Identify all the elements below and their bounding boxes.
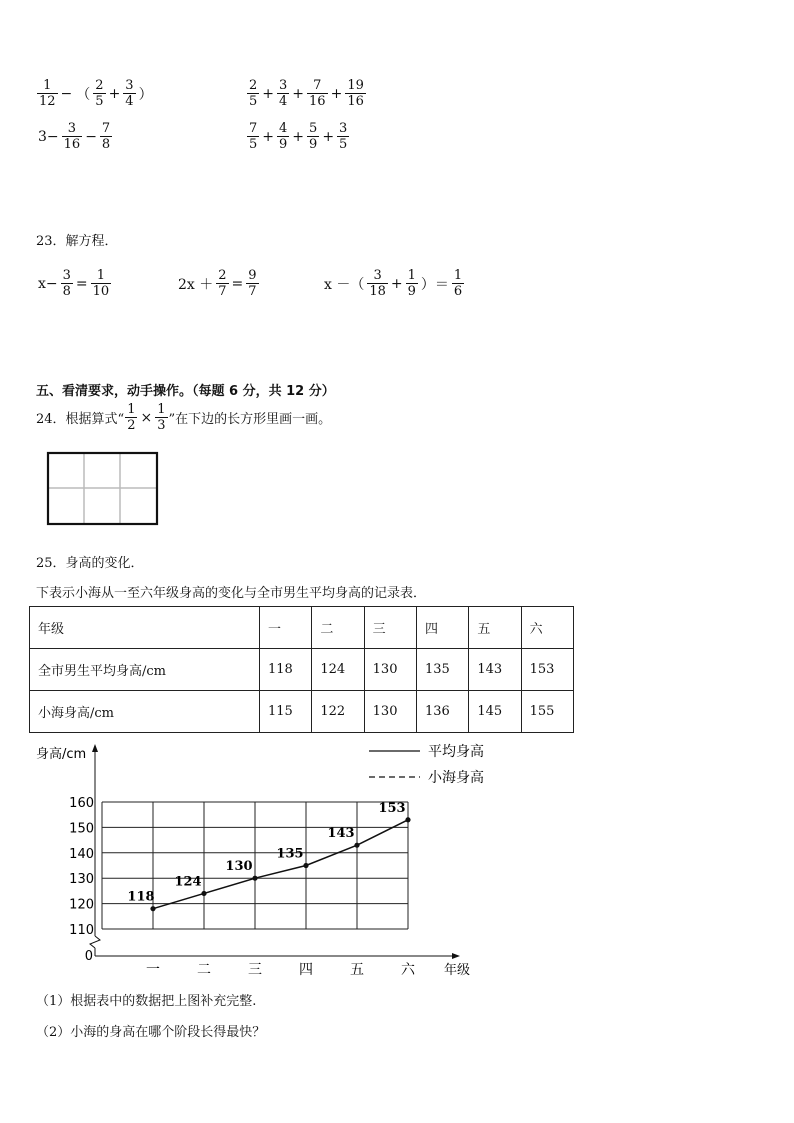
q23-eq1: x− $\frac{3}{8}$ = $\frac{1}{10}$ <box>38 268 110 299</box>
x-tick-label: 五 <box>350 962 364 978</box>
data-point <box>252 876 257 881</box>
fraction: $\frac{7}{16}$ <box>309 78 326 109</box>
table-header-row <box>30 607 574 649</box>
table-cell: 五 <box>469 607 521 649</box>
fraction: $\frac{1}{10}$ <box>92 268 110 299</box>
table-cell: 153 <box>521 649 573 691</box>
table-cell: 145 <box>469 691 521 733</box>
fraction: $\frac{3}{4}$ <box>125 78 134 109</box>
fraction: $\frac{2}{7}$ <box>218 268 227 299</box>
y-tick-label: 120 <box>69 897 94 913</box>
data-label: 153 <box>378 800 406 816</box>
q25-intro: 下表示小海从一至六年级身高的变化与全市男生平均身高的记录表． <box>36 586 427 601</box>
fraction: $\frac{3}{18}$ <box>369 268 386 299</box>
data-point <box>150 906 155 911</box>
fraction: $\frac{1}{12}$ <box>39 78 56 109</box>
y-tick-label: 130 <box>69 872 94 888</box>
fraction: $\frac{3}{4}$ <box>279 78 288 109</box>
fraction: $\frac{7}{8}$ <box>101 121 111 152</box>
fraction: $\frac{19}{16}$ <box>347 78 364 109</box>
table-cell: 118 <box>260 649 312 691</box>
y-axis-label: 身高/cm <box>36 747 87 762</box>
y-tick-label: 110 <box>69 923 94 938</box>
legend-label-average: 平均身高 <box>428 744 484 760</box>
fraction: $\frac{4}{9}$ <box>279 121 288 152</box>
data-label: 143 <box>327 826 355 842</box>
x-tick-label: 四 <box>299 962 313 978</box>
table-cell: 年级 <box>30 607 260 649</box>
y-tick-label: 0 <box>84 949 93 964</box>
q23-eq2: 2x ＋ $\frac{2}{7}$ = $\frac{9}{7}$ <box>178 268 257 299</box>
data-point <box>354 843 359 848</box>
fraction: $\frac{1}{6}$ <box>453 268 463 299</box>
x-tick-label: 一 <box>146 962 160 978</box>
fraction: $\frac{3}{16}$ <box>63 121 81 152</box>
expr-4: $\frac{7}{5}$ + $\frac{4}{9}$ + $\frac{5}{9}$ + $\frac{3}{5}$ <box>249 121 348 152</box>
table-cell: 二 <box>312 607 364 649</box>
height-record-table <box>29 606 574 733</box>
legend-label-xiaohai: 小海身高 <box>428 770 484 786</box>
data-label: 130 <box>225 859 253 875</box>
table-row <box>30 649 574 691</box>
x-tick-label: 六 <box>401 962 415 978</box>
expr-3: 3− $\frac{3}{16}$ − $\frac{7}{8}$ <box>38 121 111 152</box>
table-cell: 全市男生平均身高/cm <box>30 649 260 691</box>
table-cell: 136 <box>416 691 468 733</box>
data-point <box>201 891 206 896</box>
series-line-average <box>153 820 408 909</box>
expr-1: $\frac{1}{12}$ − （ $\frac{2}{5}$ + $\frac{3}{4}$ ） <box>39 78 153 109</box>
q25-sub1: （1）根据表中的数据把上图补充完整. <box>36 994 257 1009</box>
fraction: $\frac{9}{7}$ <box>248 268 257 299</box>
table-cell: 四 <box>416 607 468 649</box>
table-cell: 115 <box>260 691 312 733</box>
x-axis-label: 年级 <box>444 963 471 978</box>
table-cell: 小海身高/cm <box>30 691 260 733</box>
x-axis-arrow <box>452 953 460 959</box>
table-cell: 六 <box>521 607 573 649</box>
table-cell: 130 <box>364 649 416 691</box>
data-label: 124 <box>174 874 202 890</box>
fraction: $\frac{2}{5}$ <box>249 78 258 109</box>
y-tick-label: 150 <box>69 821 94 837</box>
q25-sub2: （2）小海的身高在哪个阶段长得最快？ <box>36 1025 266 1040</box>
fraction: $\frac{2}{5}$ <box>95 78 104 109</box>
fraction: $\frac{3}{8}$ <box>62 268 71 299</box>
x-tick-label: 三 <box>248 962 262 978</box>
fraction: $\frac{5}{9}$ <box>309 121 318 152</box>
table-cell: 130 <box>364 691 416 733</box>
section-5-heading: 五、看清要求，动手操作。（每题 6 分，共 12 分） <box>36 384 335 399</box>
q25-title: 25．身高的变化． <box>36 556 144 571</box>
table-cell: 124 <box>312 649 364 691</box>
table-cell: 155 <box>521 691 573 733</box>
q23-eq3: x －（ $\frac{3}{18}$ + $\frac{1}{9}$ ）＝ $\frac{1}{6}$ <box>324 268 463 299</box>
y-tick-label: 140 <box>69 846 94 862</box>
data-label: 118 <box>127 889 155 905</box>
table-cell: 122 <box>312 691 364 733</box>
fraction: $\frac{1}{9}$ <box>407 268 416 299</box>
expr-2: $\frac{2}{5}$ + $\frac{3}{4}$ + $\frac{7}{16}$ + $\frac{19}{16}$ <box>249 78 364 109</box>
data-label: 135 <box>276 846 304 862</box>
y-tick-label: 160 <box>69 796 94 811</box>
fraction: $\frac{1}{3}$ <box>157 402 166 433</box>
fraction: $\frac{3}{5}$ <box>339 121 348 152</box>
q24-prompt: 24．根据算式“ $\frac{1}{2}$ × $\frac{1}{3}$ ”在下边的长方形里画一画。 <box>36 402 332 433</box>
fraction: $\frac{7}{5}$ <box>249 121 258 152</box>
table-cell: 143 <box>469 649 521 691</box>
table-cell: 一 <box>260 607 312 649</box>
table-cell: 三 <box>364 607 416 649</box>
table-row <box>30 691 574 733</box>
x-tick-label: 二 <box>197 962 211 978</box>
table-cell: 135 <box>416 649 468 691</box>
fraction: $\frac{1}{2}$ <box>127 402 136 433</box>
data-point <box>405 817 410 822</box>
drawing-rectangle[interactable] <box>46 451 160 527</box>
y-axis-arrow <box>92 744 98 752</box>
q23-title: 23．解方程． <box>36 234 118 249</box>
height-line-chart <box>30 738 510 988</box>
data-point <box>303 863 308 868</box>
